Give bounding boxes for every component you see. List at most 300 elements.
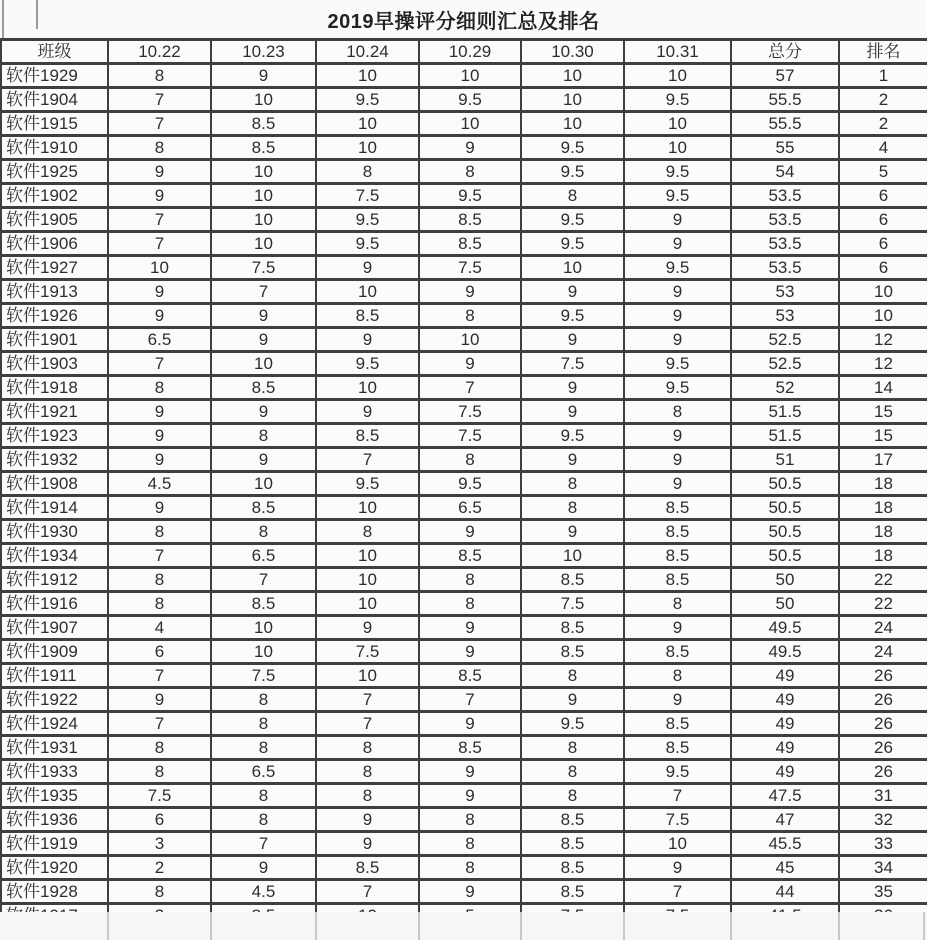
- score-cell: 8: [521, 496, 624, 520]
- table-row: [1, 232, 927, 256]
- score-cell: 9: [624, 232, 731, 256]
- score-cell: 49: [731, 712, 839, 736]
- score-cell: 7: [624, 880, 731, 904]
- score-cell: 8.5: [521, 808, 624, 832]
- score-cell: 6.5: [211, 760, 316, 784]
- score-cell: 8.5: [624, 520, 731, 544]
- score-cell: 10: [839, 280, 927, 304]
- score-cell: 10: [316, 592, 419, 616]
- score-cell: 9.5: [624, 160, 731, 184]
- score-cell: 8.5: [624, 544, 731, 568]
- score-cell: 10: [316, 280, 419, 304]
- score-cell: 10: [521, 64, 624, 88]
- score-cell: 10: [839, 304, 927, 328]
- score-cell: 50: [731, 592, 839, 616]
- table-row: [1, 304, 927, 328]
- score-cell: 8: [419, 568, 521, 592]
- score-cell: 14: [839, 376, 927, 400]
- table-row: [1, 520, 927, 544]
- score-cell: 8: [521, 784, 624, 808]
- score-cell: 9: [211, 328, 316, 352]
- score-cell: 18: [839, 520, 927, 544]
- score-cell: 6: [839, 184, 927, 208]
- column-header-8: 排名: [839, 40, 927, 64]
- score-cell: 9: [108, 448, 211, 472]
- class-name-cell: 软件1922: [1, 688, 108, 712]
- class-name-cell: 软件1931: [1, 736, 108, 760]
- score-cell: 8.5: [419, 736, 521, 760]
- score-cell: 8: [316, 520, 419, 544]
- score-cell: 9.5: [521, 424, 624, 448]
- score-cell: 49: [731, 688, 839, 712]
- score-cell: 8: [108, 136, 211, 160]
- score-cell: 8: [108, 736, 211, 760]
- score-cell: 50: [731, 568, 839, 592]
- score-cell: 8: [624, 592, 731, 616]
- score-cell: 8: [521, 184, 624, 208]
- score-cell: 8: [108, 760, 211, 784]
- class-name-cell: 软件1935: [1, 784, 108, 808]
- scan-artifact-line: [520, 912, 522, 940]
- score-cell: 9.5: [521, 232, 624, 256]
- score-cell: 9.5: [624, 352, 731, 376]
- score-cell: 26: [839, 664, 927, 688]
- score-cell: 31: [839, 784, 927, 808]
- score-cell: 10: [211, 208, 316, 232]
- score-cell: 9.5: [316, 472, 419, 496]
- score-cell: 49: [731, 736, 839, 760]
- table-row: [1, 664, 927, 688]
- score-cell: 9: [624, 304, 731, 328]
- class-name-cell: 软件1924: [1, 712, 108, 736]
- class-name-cell: 软件1919: [1, 832, 108, 856]
- scan-artifact-line: [838, 912, 840, 940]
- score-cell: 10: [316, 376, 419, 400]
- table-row: [1, 400, 927, 424]
- score-cell: 6.5: [211, 544, 316, 568]
- score-cell: 1: [839, 64, 927, 88]
- class-name-cell: 软件1932: [1, 448, 108, 472]
- table-row: [1, 808, 927, 832]
- score-cell: 8: [419, 808, 521, 832]
- score-cell: 10: [211, 88, 316, 112]
- scan-artifact-line: [36, 0, 38, 29]
- score-cell: 9: [419, 640, 521, 664]
- score-cell: 8: [316, 760, 419, 784]
- score-cell: 12: [839, 352, 927, 376]
- score-cell: 9: [624, 208, 731, 232]
- column-header-6: 10.31: [624, 40, 731, 64]
- score-cell: 49.5: [731, 640, 839, 664]
- score-cell: 35: [839, 880, 927, 904]
- score-cell: 9.5: [419, 88, 521, 112]
- table-row: [1, 688, 927, 712]
- score-cell: 9: [108, 304, 211, 328]
- score-cell: 51: [731, 448, 839, 472]
- column-header-4: 10.29: [419, 40, 521, 64]
- score-cell: 8: [521, 736, 624, 760]
- score-cell: 9: [521, 520, 624, 544]
- score-cell: 8: [521, 472, 624, 496]
- table-row: [1, 424, 927, 448]
- score-cell: 10: [316, 544, 419, 568]
- score-cell: 52: [731, 376, 839, 400]
- score-cell: 9: [108, 496, 211, 520]
- table-row: [1, 640, 927, 664]
- score-cell: 47.5: [731, 784, 839, 808]
- score-cell: 8: [108, 880, 211, 904]
- class-name-cell: 软件1912: [1, 568, 108, 592]
- score-cell: 4.5: [211, 880, 316, 904]
- score-cell: 8: [419, 856, 521, 880]
- table-row: [1, 136, 927, 160]
- scan-artifact-line: [315, 912, 317, 940]
- score-cell: 8: [108, 520, 211, 544]
- score-cell: 9.5: [624, 760, 731, 784]
- score-cell: 9: [419, 352, 521, 376]
- column-header-0: 班级: [1, 40, 108, 64]
- score-cell: 9: [316, 808, 419, 832]
- score-cell: 10: [624, 64, 731, 88]
- table-row: [1, 64, 927, 88]
- score-cell: 8.5: [521, 856, 624, 880]
- table-row: [1, 208, 927, 232]
- score-cell: 6.5: [419, 496, 521, 520]
- score-cell: 4: [108, 616, 211, 640]
- score-cell: 10: [211, 640, 316, 664]
- score-cell: 15: [839, 424, 927, 448]
- score-cell: 8.5: [211, 136, 316, 160]
- score-cell: 5: [839, 160, 927, 184]
- score-cell: 7: [108, 544, 211, 568]
- table-row: [1, 832, 927, 856]
- score-cell: 9: [624, 448, 731, 472]
- table-row: [1, 760, 927, 784]
- score-cell: 50.5: [731, 544, 839, 568]
- score-cell: 8.5: [211, 112, 316, 136]
- score-cell: 10: [211, 472, 316, 496]
- score-cell: 55.5: [731, 112, 839, 136]
- score-cell: 9: [419, 520, 521, 544]
- score-cell: 53: [731, 304, 839, 328]
- score-cell: 8: [211, 712, 316, 736]
- class-name-cell: 软件1918: [1, 376, 108, 400]
- score-cell: 24: [839, 616, 927, 640]
- class-name-cell: 软件1909: [1, 640, 108, 664]
- score-cell: 9: [316, 616, 419, 640]
- score-cell: 8: [624, 400, 731, 424]
- table-row: [1, 376, 927, 400]
- score-cell: 49: [731, 664, 839, 688]
- score-cell: 7: [108, 208, 211, 232]
- score-cell: 8.5: [211, 376, 316, 400]
- score-cell: 49: [731, 760, 839, 784]
- score-cell: 9.5: [521, 304, 624, 328]
- score-cell: 10: [211, 352, 316, 376]
- score-cell: 8.5: [419, 664, 521, 688]
- score-cell: 32: [839, 808, 927, 832]
- table-row: [1, 880, 927, 904]
- class-name-cell: 软件1934: [1, 544, 108, 568]
- score-cell: 9.5: [316, 208, 419, 232]
- score-cell: 7.5: [211, 256, 316, 280]
- table-row: [1, 184, 927, 208]
- class-name-cell: 软件1916: [1, 592, 108, 616]
- score-cell: 44: [731, 880, 839, 904]
- score-cell: 10: [211, 160, 316, 184]
- score-cell: 8.5: [211, 592, 316, 616]
- score-cell: 10: [419, 64, 521, 88]
- score-cell: 9: [316, 400, 419, 424]
- score-cell: 8: [108, 592, 211, 616]
- score-cell: 9: [521, 688, 624, 712]
- score-cell: 7.5: [316, 640, 419, 664]
- table-row: [1, 280, 927, 304]
- score-cell: 2: [839, 88, 927, 112]
- score-cell: 50.5: [731, 520, 839, 544]
- scan-artifact-line: [2, 0, 4, 38]
- score-cell: 50.5: [731, 472, 839, 496]
- score-cell: 4: [839, 136, 927, 160]
- class-name-cell: 软件1921: [1, 400, 108, 424]
- score-cell: 7.5: [108, 784, 211, 808]
- score-cell: 8.5: [624, 568, 731, 592]
- class-name-cell: 软件1904: [1, 88, 108, 112]
- score-cell: 10: [211, 232, 316, 256]
- score-cell: 8: [108, 64, 211, 88]
- score-cell: 53.5: [731, 232, 839, 256]
- score-cell: 8.5: [521, 568, 624, 592]
- partial-empty-row: [0, 912, 927, 940]
- table-row: [1, 712, 927, 736]
- class-name-cell: 软件1913: [1, 280, 108, 304]
- scan-artifact-line: [210, 912, 212, 940]
- score-cell: 8: [211, 784, 316, 808]
- score-cell: 8.5: [419, 208, 521, 232]
- score-cell: 7.5: [419, 256, 521, 280]
- score-cell: 6: [839, 232, 927, 256]
- score-cell: 8: [316, 784, 419, 808]
- score-cell: 7: [419, 688, 521, 712]
- score-cell: 45: [731, 856, 839, 880]
- class-name-cell: 软件1901: [1, 328, 108, 352]
- class-name-cell: 软件1902: [1, 184, 108, 208]
- scores-table: [0, 38, 927, 929]
- column-header-3: 10.24: [316, 40, 419, 64]
- score-cell: 8: [419, 448, 521, 472]
- score-cell: 8: [211, 688, 316, 712]
- score-cell: 9.5: [521, 160, 624, 184]
- score-cell: 7: [211, 832, 316, 856]
- score-cell: 8: [211, 520, 316, 544]
- table-row: [1, 352, 927, 376]
- score-cell: 9: [316, 832, 419, 856]
- score-cell: 9: [211, 400, 316, 424]
- score-cell: 7: [108, 112, 211, 136]
- score-cell: 9: [108, 280, 211, 304]
- class-name-cell: 软件1936: [1, 808, 108, 832]
- score-cell: 8: [211, 424, 316, 448]
- score-cell: 10: [624, 112, 731, 136]
- score-cell: 6: [839, 208, 927, 232]
- class-name-cell: 软件1907: [1, 616, 108, 640]
- score-cell: 7.5: [211, 664, 316, 688]
- score-cell: 53.5: [731, 208, 839, 232]
- score-cell: 53.5: [731, 184, 839, 208]
- class-name-cell: 软件1927: [1, 256, 108, 280]
- table-row: [1, 544, 927, 568]
- table-row: [1, 328, 927, 352]
- score-cell: 9: [316, 328, 419, 352]
- score-cell: 9: [624, 424, 731, 448]
- score-cell: 9: [108, 400, 211, 424]
- score-cell: 8: [211, 736, 316, 760]
- score-cell: 9.5: [624, 184, 731, 208]
- class-name-cell: 软件1910: [1, 136, 108, 160]
- score-cell: 10: [316, 568, 419, 592]
- score-cell: 22: [839, 592, 927, 616]
- score-cell: 8.5: [316, 856, 419, 880]
- score-cell: 9.5: [419, 472, 521, 496]
- class-name-cell: 软件1908: [1, 472, 108, 496]
- class-name-cell: 软件1906: [1, 232, 108, 256]
- score-cell: 9: [624, 616, 731, 640]
- score-cell: 7: [108, 352, 211, 376]
- score-cell: 7: [211, 280, 316, 304]
- score-cell: 9.5: [419, 184, 521, 208]
- score-cell: 7: [108, 664, 211, 688]
- score-cell: 10: [419, 328, 521, 352]
- score-cell: 9: [521, 448, 624, 472]
- score-cell: 8: [108, 376, 211, 400]
- score-cell: 9: [624, 280, 731, 304]
- class-name-cell: 软件1929: [1, 64, 108, 88]
- score-cell: 7: [316, 448, 419, 472]
- score-cell: 8: [211, 808, 316, 832]
- score-cell: 10: [108, 256, 211, 280]
- score-cell: 15: [839, 400, 927, 424]
- page-title: 2019早操评分细则汇总及排名: [327, 10, 600, 33]
- score-cell: 6: [108, 640, 211, 664]
- scan-artifact-line: [418, 912, 420, 940]
- score-cell: 26: [839, 736, 927, 760]
- score-cell: 7: [316, 712, 419, 736]
- class-name-cell: 软件1928: [1, 880, 108, 904]
- score-cell: 55: [731, 136, 839, 160]
- score-cell: 8.5: [624, 640, 731, 664]
- score-cell: 9: [316, 256, 419, 280]
- score-cell: 26: [839, 760, 927, 784]
- score-cell: 9: [108, 424, 211, 448]
- score-cell: 33: [839, 832, 927, 856]
- score-cell: 8: [108, 568, 211, 592]
- column-header-1: 10.22: [108, 40, 211, 64]
- score-cell: 49.5: [731, 616, 839, 640]
- score-cell: 6.5: [108, 328, 211, 352]
- score-cell: 52.5: [731, 352, 839, 376]
- score-cell: 9.5: [624, 88, 731, 112]
- score-cell: 9: [211, 304, 316, 328]
- score-cell: 8.5: [624, 712, 731, 736]
- score-cell: 7: [108, 712, 211, 736]
- score-cell: 9: [521, 328, 624, 352]
- score-cell: 9.5: [316, 352, 419, 376]
- score-cell: 9.5: [521, 136, 624, 160]
- column-header-2: 10.23: [211, 40, 316, 64]
- score-cell: 50.5: [731, 496, 839, 520]
- score-cell: 7.5: [419, 400, 521, 424]
- score-cell: 7.5: [521, 592, 624, 616]
- header-row: [1, 40, 927, 64]
- score-cell: 9: [419, 280, 521, 304]
- score-cell: 8: [316, 160, 419, 184]
- score-cell: 26: [839, 712, 927, 736]
- score-cell: 7.5: [624, 808, 731, 832]
- table-row: [1, 112, 927, 136]
- score-cell: 22: [839, 568, 927, 592]
- class-name-cell: 软件1911: [1, 664, 108, 688]
- score-cell: 9.5: [521, 712, 624, 736]
- score-cell: 7: [419, 376, 521, 400]
- scan-artifact-line: [730, 912, 732, 940]
- score-cell: 9: [521, 376, 624, 400]
- scan-artifact-line: [923, 912, 925, 940]
- score-cell: 7.5: [419, 424, 521, 448]
- score-cell: 52.5: [731, 328, 839, 352]
- score-cell: 10: [316, 136, 419, 160]
- score-cell: 6: [839, 256, 927, 280]
- table-row: [1, 592, 927, 616]
- score-cell: 8.5: [211, 496, 316, 520]
- score-cell: 51.5: [731, 424, 839, 448]
- score-cell: 6: [108, 808, 211, 832]
- score-cell: 53.5: [731, 256, 839, 280]
- score-cell: 10: [316, 64, 419, 88]
- class-name-cell: 软件1930: [1, 520, 108, 544]
- score-cell: 8: [521, 664, 624, 688]
- score-cell: 10: [316, 112, 419, 136]
- score-cell: 10: [624, 136, 731, 160]
- score-cell: 51.5: [731, 400, 839, 424]
- score-cell: 8.5: [624, 736, 731, 760]
- score-cell: 9: [419, 712, 521, 736]
- score-cell: 8.5: [521, 880, 624, 904]
- scan-artifact-line: [623, 912, 625, 940]
- score-cell: 9: [419, 784, 521, 808]
- score-cell: 10: [419, 112, 521, 136]
- table-row: [1, 496, 927, 520]
- score-cell: 34: [839, 856, 927, 880]
- table-row: [1, 160, 927, 184]
- score-cell: 18: [839, 496, 927, 520]
- class-name-cell: 软件1933: [1, 760, 108, 784]
- score-cell: 9: [108, 688, 211, 712]
- table-row: [1, 784, 927, 808]
- score-cell: 9.5: [316, 232, 419, 256]
- score-cell: 45.5: [731, 832, 839, 856]
- class-name-cell: 软件1903: [1, 352, 108, 376]
- score-cell: 10: [521, 88, 624, 112]
- class-name-cell: 软件1926: [1, 304, 108, 328]
- score-cell: 8.5: [521, 640, 624, 664]
- scan-artifact-line: [107, 912, 109, 940]
- score-cell: 9: [419, 880, 521, 904]
- score-cell: 54: [731, 160, 839, 184]
- class-name-cell: 软件1923: [1, 424, 108, 448]
- score-cell: 26: [839, 688, 927, 712]
- score-cell: 18: [839, 544, 927, 568]
- class-name-cell: 软件1914: [1, 496, 108, 520]
